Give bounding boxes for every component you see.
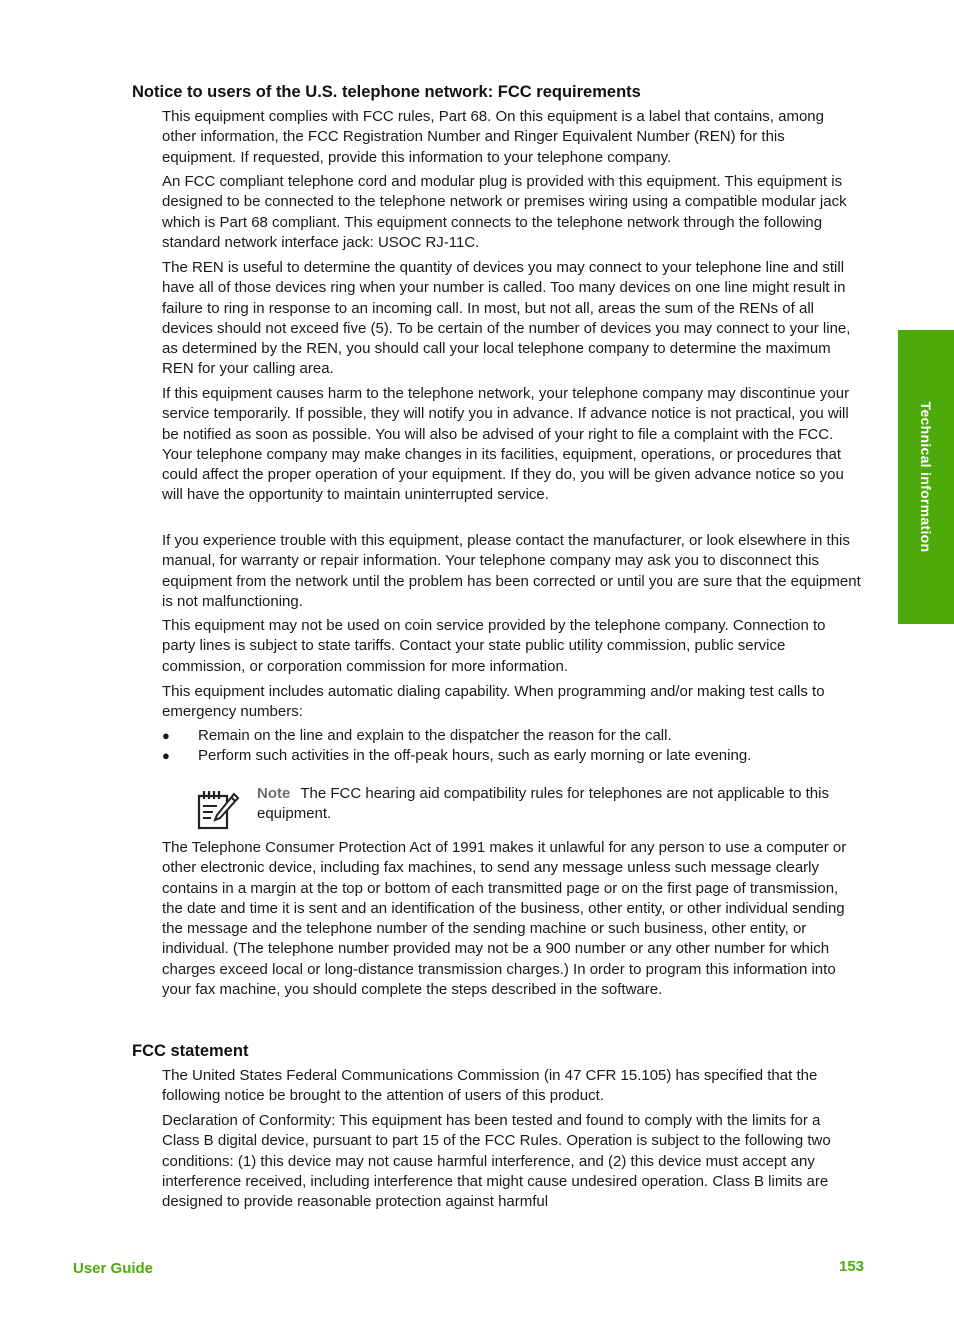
note-box	[257, 784, 862, 825]
section-heading-fcc-requirements: Notice to users of the U.S. telephone network: FCC requirements	[132, 83, 641, 101]
bullet-icon: ●	[162, 748, 170, 764]
paragraph-fcc-notice: The United States Federal Communications Commission (in 47 CFR 15.105) has specified that the following notice be brought to the attention of users of this product.	[162, 1067, 818, 1105]
paragraph-consumer-protection-act: The Telephone Consumer Protection Act of 1991 makes it unlawful for any person to use a computer or other electronic device, including fax machines, to send any message unless such message clearly contains in a margin at the top or bottom of each transmitted page or on the first page of transmission, the date and time it is sent and an identification of the business, other entity, or other individual sending the message and the telephone number of the sending machine or such business, other entity, or individual. (The telephone number provided may not be a 900 number or any other number for which charges exceed local or long-distance transmission charges.) In order to program this information into your fax machine, you should complete the steps described in the software.	[162, 839, 847, 999]
list-item-text: Perform such activities in the off-peak hours, such as early morning or late evening.	[198, 747, 752, 765]
section-heading-fcc-statement: FCC statement	[132, 1042, 249, 1060]
note-label: Note	[257, 785, 291, 802]
paragraph-ren: The REN is useful to determine the quantity of devices you may connect to your telephone line and still have all of those devices ring when your number is called. Too many devices on one line might result in failure to ring in response to an incoming call. In most, but not all, areas the sum of the RENs of all devices should not exceed five (5). To be certain of the number of devices you may connect to your line, as determined by the REN, you should call your local telephone company to determine the maximum REN for your calling area.	[162, 259, 851, 378]
emergency-call-list	[162, 726, 862, 767]
list-item	[162, 746, 862, 766]
paragraph-auto-dialing: This equipment includes automatic dialing capability. When programming and/or making test calls to emergency numbers:	[162, 683, 825, 721]
paragraph-coin-service: This equipment may not be used on coin service provided by the telephone company. Connection to party lines is subject to state tariffs. Contact your state public utility commission, public service commission, or corporation commission for more information.	[162, 617, 826, 675]
list-item-text: Remain on the line and explain to the dispatcher the reason for the call.	[198, 727, 672, 744]
footer-page-number: 153	[839, 1258, 865, 1275]
list-item	[162, 726, 862, 746]
paragraph-network-harm: If this equipment causes harm to the telephone network, your telephone company may discontinue your service temporarily. If possible, they will notify you in advance. If advance notice is not practical, you will be notified as soon as possible. You will also be advised of your right to file a complaint with the FCC. Your telephone company may make changes in its facilities, equipment, operations, or procedures that could affect the proper operation of your equipment. If they do, you will be given advance notice so you will have the opportunity to maintain uninterrupted service.	[162, 385, 850, 504]
note-text: The FCC hearing aid compatibility rules for telephones are not applicable to this equipment.	[257, 785, 829, 823]
side-tab-label: Technical information	[918, 401, 934, 553]
paragraph-part68: This equipment complies with FCC rules, Part 68. On this equipment is a label that contains, among other information, the FCC Registration Number and Ringer Equivalent Number (REN) for this equipment. If requested, provide this information to your telephone company.	[162, 108, 824, 166]
paragraph-trouble: If you experience trouble with this equipment, please contact the manufacturer, or look elsewhere in this manual, for warranty or repair information. Your telephone company may ask you to disconnect this equipment from the network until the problem has been corrected or until you are sure that the equipment is not malfunctioning.	[162, 532, 861, 610]
side-tab-technical-information	[898, 330, 954, 624]
paragraph-declaration-of-conformity: Declaration of Conformity: This equipment has been tested and found to comply with the limits for a Class B digital device, pursuant to part 15 of the FCC Rules. Operation is subject to the following two conditions: (1) this device may not cause harmful interference, and (2) this device must accept any interference received, including interference that might cause undesired operation. Class B limits are designed to provide reasonable protection against harmful	[162, 1112, 831, 1211]
note-pad-icon	[196, 788, 240, 832]
footer-guide-label: User Guide	[73, 1260, 154, 1277]
bullet-icon: ●	[162, 728, 170, 743]
paragraph-telephone-cord: An FCC compliant telephone cord and modular plug is provided with this equipment. This equipment is designed to be connected to the telephone network or premises wiring using a compatible modular jack which is Part 68 compliant. This equipment connects to the telephone network through the following standard network interface jack: USOC RJ-11C.	[162, 173, 847, 251]
